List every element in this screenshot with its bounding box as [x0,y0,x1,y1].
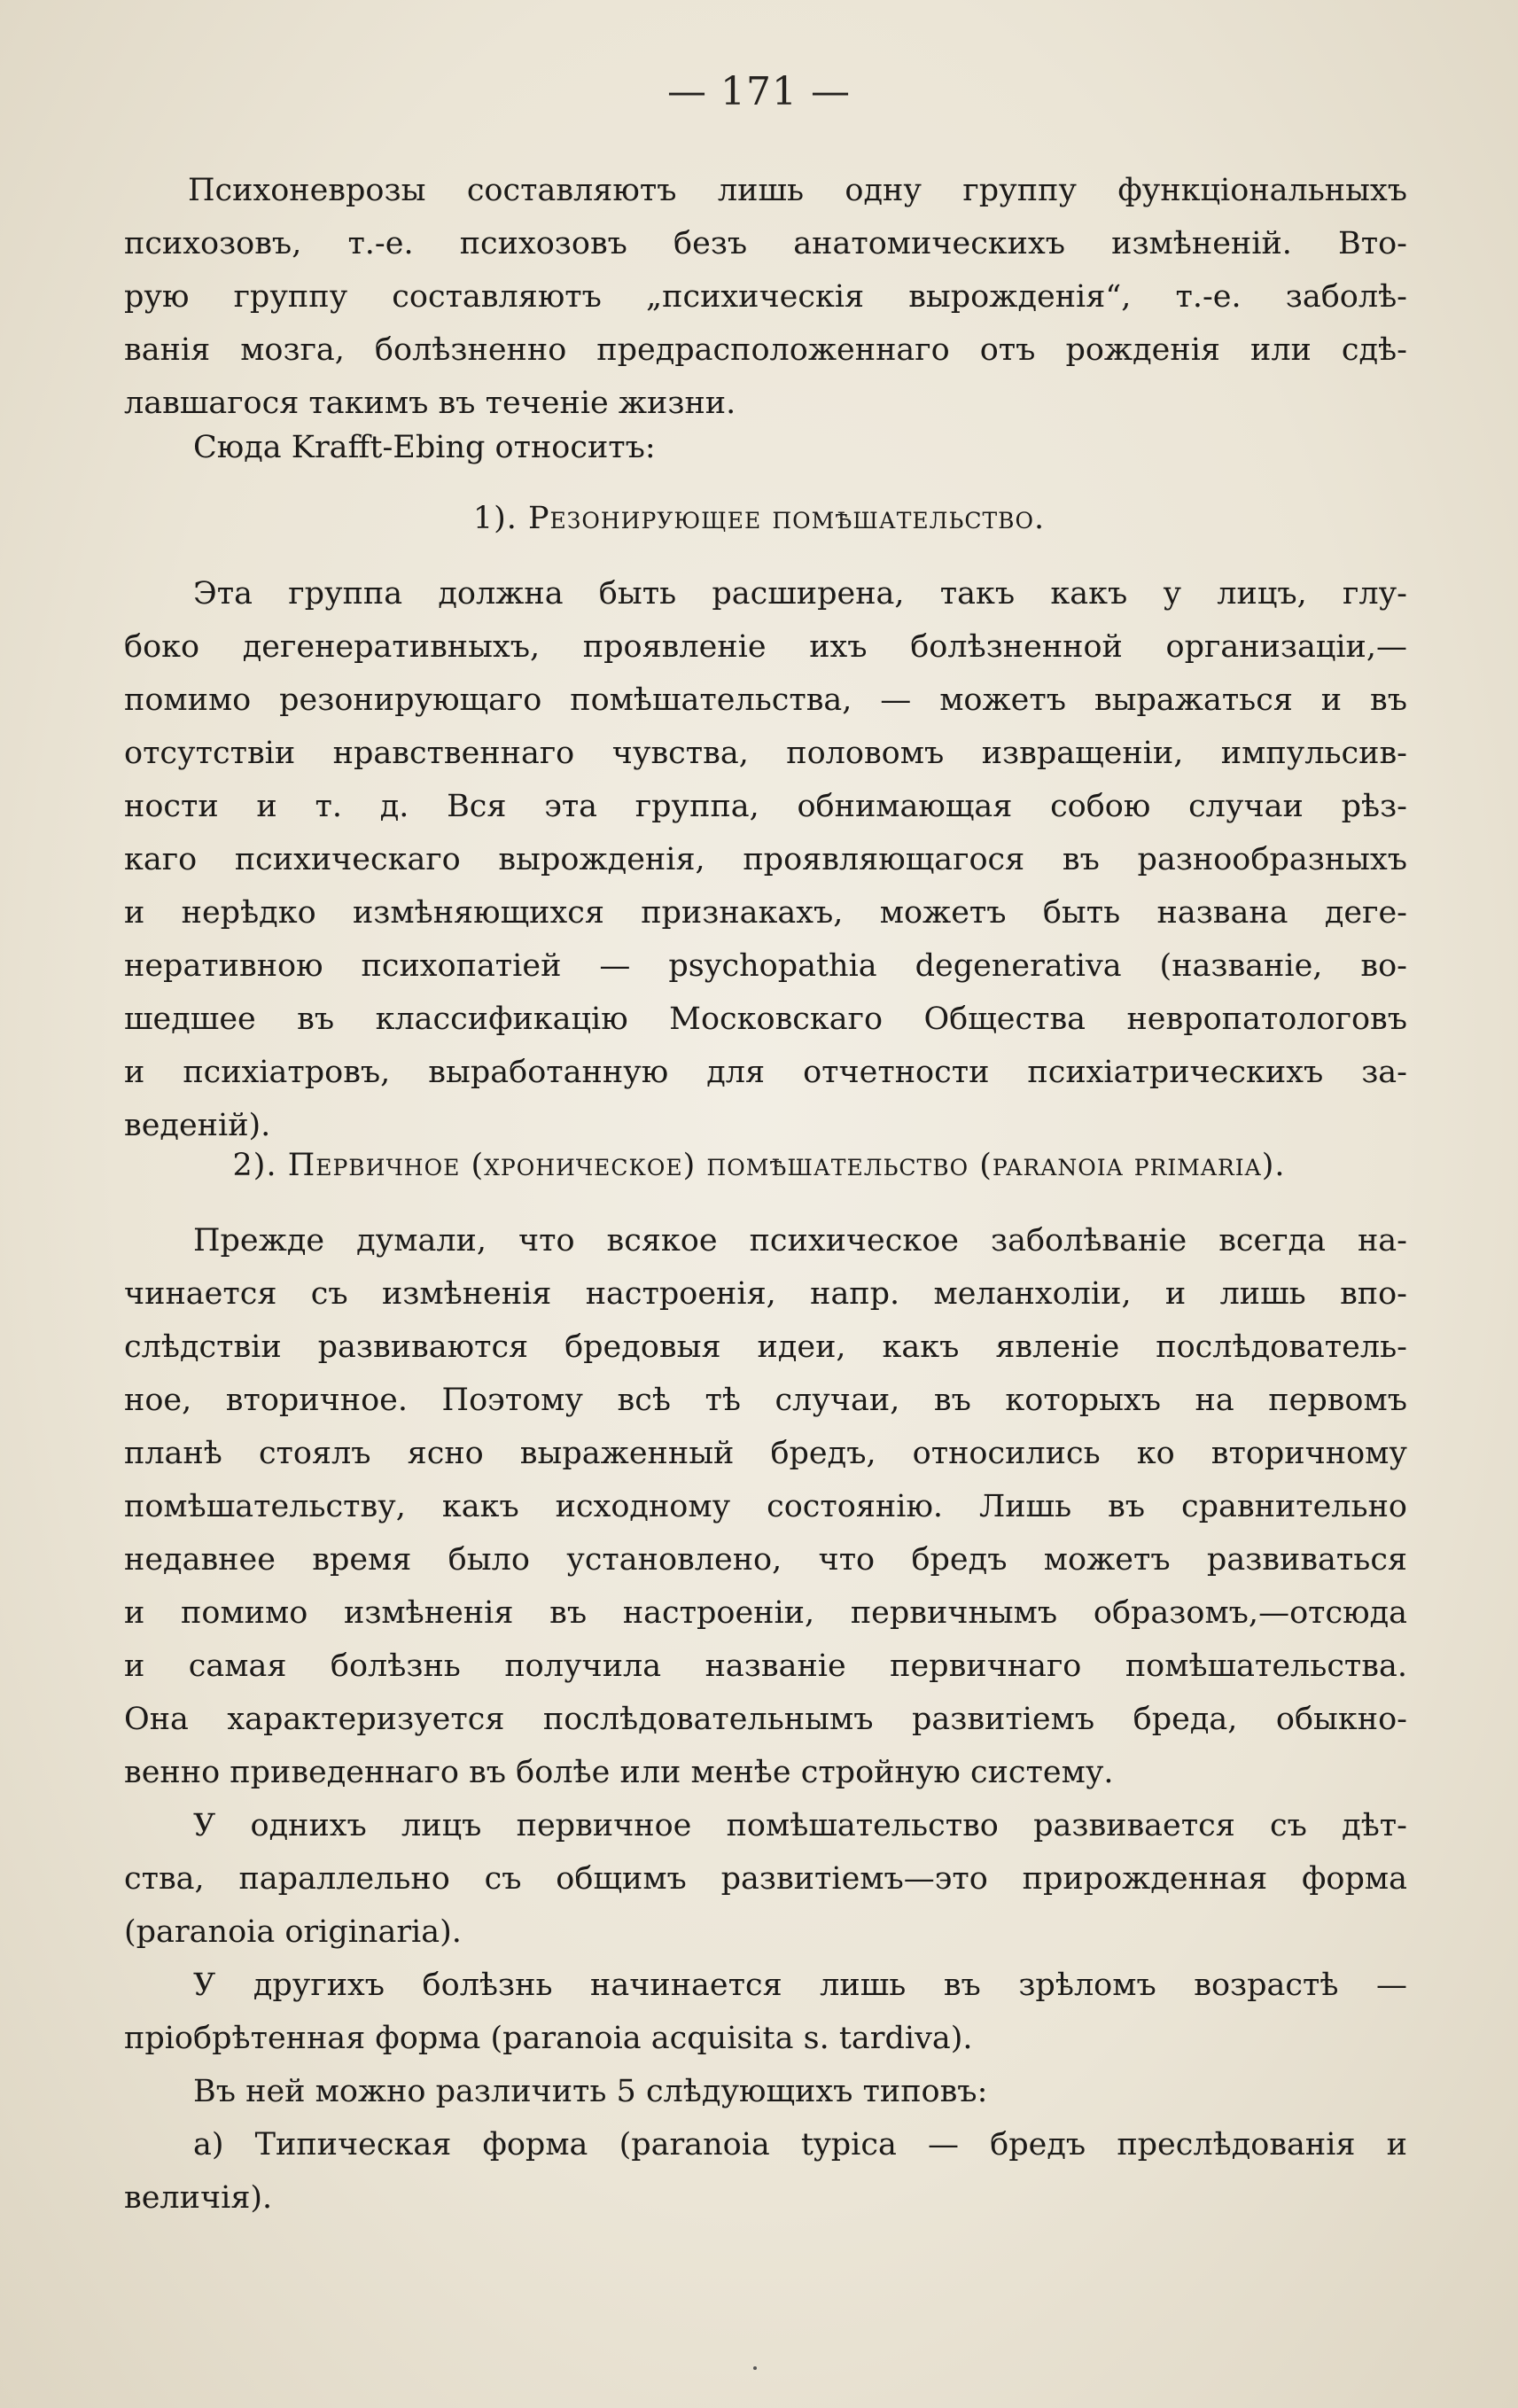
text-line: ности и т. д. Вся эта группа, обнимающая собою случаи рѣз- [124,789,1407,824]
text-line: слѣдствіи развиваются бредовыя идеи, какъ явленіе послѣдователь- [124,1329,1407,1365]
text-line: неративною психопатіей — psychopathia degenerativa (названіе, во- [124,948,1407,984]
paper-speck [753,2366,757,2370]
text-line: психозовъ, т.-е. психозовъ безъ анатомическихъ измѣненій. Вто- [124,226,1407,261]
paragraph-3 [124,567,1407,1152]
text-line: планѣ стоялъ ясно выраженный бредъ, относились ко вторичному [124,1436,1407,1471]
text-line: и нерѣдко измѣняющихся признакахъ, можетъ быть названа деге- [124,895,1407,931]
text-line: Въ ней можно различить 5 слѣдующихъ типовъ: [193,2074,988,2109]
text-line: чинается съ измѣненія настроенія, напр. меланхоліи, и лишь впо- [124,1276,1407,1312]
paragraph-4 [124,1214,1407,1799]
text-line: (paranoia originaria). [124,1914,462,1950]
paragraph-8 [124,2118,1407,2225]
text-line: а) Типическая форма (paranoia typica — бредъ преслѣдованія и [193,2127,1407,2163]
text-line: Сюда Krafft-Ebing относитъ: [193,430,656,465]
text-line: помимо резонирующаго помѣшательства, — можетъ выражаться и въ [124,682,1407,718]
text-line: пріобрѣтенная форма (paranoia acquisita s. tardiva). [124,2021,973,2056]
text-line: венно приведеннаго въ болѣе или менѣе стройную систему. [124,1755,1114,1790]
text-line: и помимо измѣненія въ настроеніи, первичнымъ образомъ,—отсюда [124,1595,1407,1631]
text-line: ства, параллельно съ общимъ развитіемъ—это прирожденная форма [124,1861,1407,1897]
section-heading-2 [0,1148,1518,1183]
section-heading-2-text: 2). Первичное (хроническое) помѣшательство (paranoia primaria). [232,1148,1286,1183]
text-line: отсутствіи нравственнаго чувства, половомъ извращеніи, импульсив- [124,736,1407,771]
text-line: Эта группа должна быть расширена, такъ какъ у лицъ, глу- [193,576,1407,612]
text-line: У однихъ лицъ первичное помѣшательство развивается съ дѣт- [193,1808,1407,1843]
text-line: Психоневрозы составляютъ лишь одну группу функціональныхъ [188,173,1407,208]
text-line: лавшагося такимъ въ теченіе жизни. [124,386,736,421]
text-line: величія). [124,2180,273,2216]
text-line: недавнее время было установлено, что бредъ можетъ развиваться [124,1542,1407,1578]
text-line: рую группу составляютъ „психическія вырожденія“, т.-е. заболѣ- [124,279,1407,315]
paragraph-5 [124,1799,1407,1959]
text-line: ванія мозга, болѣзненно предрасположеннаго отъ рожденія или сдѣ- [124,332,1407,368]
text-line: и психіатровъ, выработанную для отчетности психіатрическихъ за- [124,1055,1407,1090]
text-line: Она характеризуется послѣдовательнымъ развитіемъ бреда, обыкно- [124,1702,1407,1737]
text-line: У другихъ болѣзнь начинается лишь въ зрѣломъ возрастѣ — [193,1968,1407,2003]
paragraph-7 [124,2065,1407,2118]
text-line: помѣшательству, какъ исходному состоянію. Лишь въ сравнительно [124,1489,1407,1524]
section-heading-1-text: 1). Резонирующее помѣшательство. [472,501,1046,536]
text-line: боко дегенеративныхъ, проявленіе ихъ болѣзненной организаціи,— [124,629,1407,665]
paragraph-1 [124,164,1407,430]
text-line: шедшее въ классификацію Московскаго Общества невропатологовъ [124,1001,1407,1037]
text-line: веденій). [124,1108,271,1143]
page-number: — 171 — [667,69,851,114]
paragraph-6 [124,1959,1407,2065]
section-heading-1 [0,501,1518,536]
text-line: Прежде думали, что всякое психическое заболѣваніе всегда на- [193,1223,1407,1259]
text-line: ное, вторичное. Поэтому всѣ тѣ случаи, въ которыхъ на первомъ [124,1383,1407,1418]
text-line: каго психическаго вырожденія, проявляющагося въ разнообразныхъ [124,842,1407,877]
text-line: и самая болѣзнь получила названіе первичнаго помѣшательства. [124,1648,1407,1684]
paragraph-2 [124,421,1407,474]
